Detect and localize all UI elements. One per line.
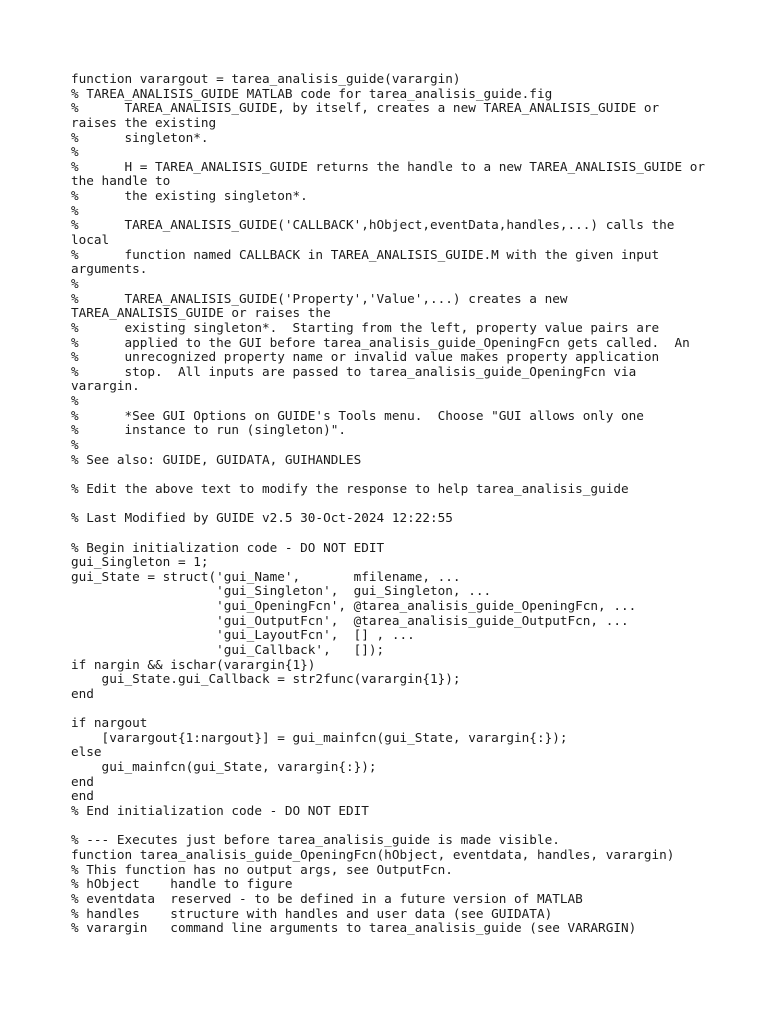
code-line-54: function tarea_analisis_guide_OpeningFcn(hObject, eventdata, handles, varargin) xyxy=(71,846,675,862)
code-line-10: % xyxy=(71,202,79,218)
code-line-44 xyxy=(71,702,711,717)
code-line-38: 'gui_OutputFcn', @tarea_analisis_guide_OutputFcn, ... xyxy=(71,612,629,628)
code-line-37: 'gui_OpeningFcn', @tarea_analisis_guide_OpeningFcn, ... xyxy=(71,598,637,614)
code-line-21: % stop. All inputs are passed to tarea_analisis_guide_OpeningFcn via xyxy=(71,363,637,379)
code-line-34: gui_Singleton = 1; xyxy=(71,554,209,570)
code-line-6: % xyxy=(71,144,79,160)
code-line-23: % xyxy=(71,393,79,409)
code-line-32 xyxy=(71,526,711,541)
code-line-8: the handle to xyxy=(71,173,171,189)
code-line-55: % This function has no output args, see OutputFcn. xyxy=(71,861,453,877)
code-line-27: % See also: GUIDE, GUIDATA, GUIHANDLES xyxy=(71,451,362,467)
code-line-16: % TAREA_ANALISIS_GUIDE('Property','Value',...) creates a new xyxy=(71,290,568,306)
code-line-31: % Last Modified by GUIDE v2.5 30-Oct-2024 12:22:55 xyxy=(71,510,453,526)
code-line-35: gui_State = struct('gui_Name', mfilename, ... xyxy=(71,568,461,584)
code-line-53: % --- Executes just before tarea_analisis_guide is made visible. xyxy=(71,832,560,848)
code-line-28 xyxy=(71,467,711,482)
code-line-29: % Edit the above text to modify the response to help tarea_analisis_guide xyxy=(71,480,629,496)
code-line-13: % function named CALLBACK in TAREA_ANALISIS_GUIDE.M with the given input xyxy=(71,246,660,262)
code-line-50: end xyxy=(71,788,94,804)
code-line-58: % handles structure with handles and user data (see GUIDATA) xyxy=(71,905,553,921)
code-line-9: % the existing singleton*. xyxy=(71,188,308,204)
code-line-56: % hObject handle to figure xyxy=(71,876,293,892)
code-line-36: 'gui_Singleton', gui_Singleton, ... xyxy=(71,583,492,599)
code-line-14: arguments. xyxy=(71,261,148,277)
code-line-57: % eventdata reserved - to be defined in a future version of MATLAB xyxy=(71,890,583,906)
code-line-22: varargin. xyxy=(71,378,140,394)
code-line-11: % TAREA_ANALISIS_GUIDE('CALLBACK',hObject,eventData,handles,...) calls the xyxy=(71,217,675,233)
code-line-15: % xyxy=(71,275,79,291)
code-line-3: % TAREA_ANALISIS_GUIDE, by itself, creates a new TAREA_ANALISIS_GUIDE or xyxy=(71,100,660,116)
code-line-47: else xyxy=(71,744,102,760)
code-line-40: 'gui_Callback', []); xyxy=(71,641,385,657)
code-line-17: TAREA_ANALISIS_GUIDE or raises the xyxy=(71,305,331,321)
code-line-59: % varargin command line arguments to tarea_analisis_guide (see VARARGIN) xyxy=(71,920,637,936)
code-line-43: end xyxy=(71,685,94,701)
code-line-45: if nargout xyxy=(71,715,148,731)
code-line-52 xyxy=(71,819,711,834)
code-line-1: function varargout = tarea_analisis_guide(varargin) xyxy=(71,71,461,86)
code-line-7: % H = TAREA_ANALISIS_GUIDE returns the handle to a new TAREA_ANALISIS_GUIDE or xyxy=(71,158,705,174)
code-line-2: % TAREA_ANALISIS_GUIDE MATLAB code for tarea_analisis_guide.fig xyxy=(71,85,553,101)
code-document xyxy=(71,72,711,936)
code-line-46: [varargout{1:nargout}] = gui_mainfcn(gui_State, varargin{:}); xyxy=(71,729,568,745)
code-line-49: end xyxy=(71,773,94,789)
code-line-24: % *See GUI Options on GUIDE's Tools menu. Choose "GUI allows only one xyxy=(71,407,644,423)
code-line-18: % existing singleton*. Starting from the left, property value pairs are xyxy=(71,319,660,335)
code-line-41: if nargin && ischar(varargin{1}) xyxy=(71,656,316,672)
code-line-5: % singleton*. xyxy=(71,129,209,145)
code-line-51: % End initialization code - DO NOT EDIT xyxy=(71,803,369,819)
code-line-20: % unrecognized property name or invalid value makes property application xyxy=(71,349,660,365)
code-line-12: local xyxy=(71,232,110,248)
code-line-26: % xyxy=(71,437,79,453)
code-line-25: % instance to run (singleton)". xyxy=(71,422,346,438)
code-line-39: 'gui_LayoutFcn', [] , ... xyxy=(71,627,415,643)
code-line-48: gui_mainfcn(gui_State, varargin{:}); xyxy=(71,759,377,775)
code-line-4: raises the existing xyxy=(71,114,217,130)
code-line-42: gui_State.gui_Callback = str2func(varargin{1}); xyxy=(71,671,461,687)
code-line-30 xyxy=(71,497,711,512)
code-line-33: % Begin initialization code - DO NOT EDIT xyxy=(71,539,385,555)
code-line-19: % applied to the GUI before tarea_analisis_guide_OpeningFcn gets called. An xyxy=(71,334,690,350)
